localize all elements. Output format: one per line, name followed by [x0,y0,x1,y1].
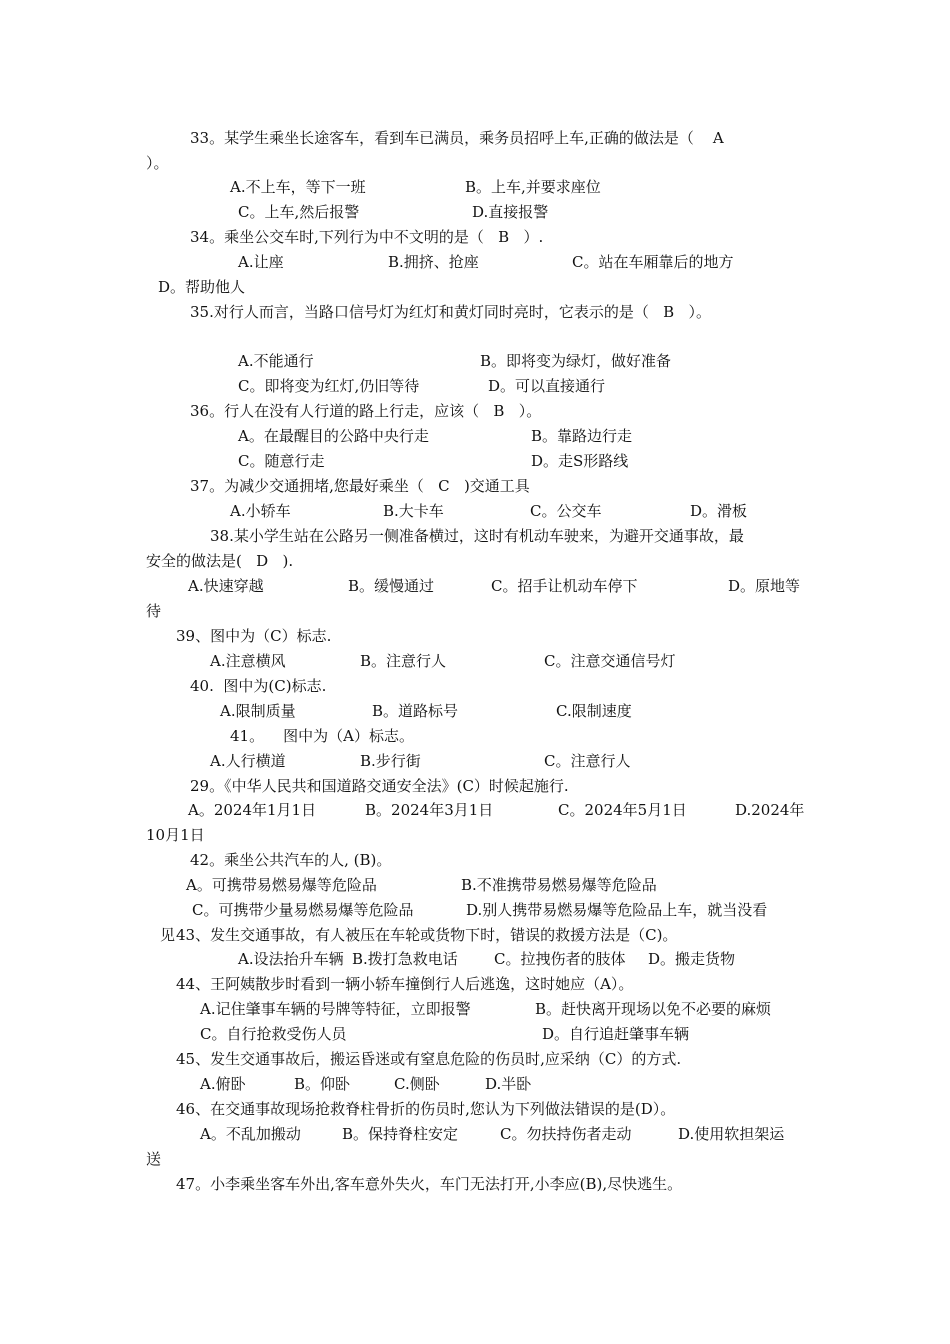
question-36-stem: 36。行人在没有人行道的路上行走，应该（ B ）。 [190,402,542,420]
question-46-option-d-continued: 送 [146,1150,162,1168]
question-34-option-c: C。站在车厢靠后的地方 [572,253,734,271]
question-45-option-b: B。仰卧 [294,1075,351,1093]
question-44-option-b: B。赶快离开现场以免不必要的麻烦 [535,1000,772,1018]
question-43-stem: 43、发生交通事故，有人被压在车轮或货物下时，错误的救援方法是（C)。 [176,926,678,944]
question-38-option-c: C。招手让机动车停下 [491,577,638,595]
question-37-option-c: C。公交车 [530,502,602,520]
question-35-option-b: B。即将变为绿灯，做好准备 [480,352,672,370]
question-42-stem: 42。乘坐公共汽车的人, (B)。 [190,851,392,869]
question-42-option-a: A。可携带易燃易爆等危险品 [186,876,377,894]
question-45-stem: 45、发生交通事故后，搬运昏迷或有窒息危险的伤员时,应采纳（C）的方式. [176,1050,682,1068]
question-35-option-d: D。可以直接通行 [488,377,606,395]
question-43-option-a: A.设法抬升车辆 [238,950,344,968]
question-38-stem: 38.某小学生站在公路另一侧准备横过，这时有机动车驶来，为避开交通事故，最 [210,527,744,545]
question-39-option-c: C。注意交通信号灯 [544,652,676,670]
question-29-stem: 29。《中华人民共和国道路交通安全法》(C）时候起施行. [190,777,569,795]
question-29-option-a: A。2024年1月1日 [188,801,317,819]
question-45-option-a: A.俯卧 [200,1075,246,1093]
question-34-stem: 34。乘坐公交车时,下列行为中不文明的是（ B ）. [190,228,544,246]
question-29-option-b: B。2024年3月1日 [365,801,494,819]
question-44-option-a: A.记住肇事车辆的号牌等特征，立即报警 [200,1000,471,1018]
question-38-option-d-continued: 待 [146,602,162,620]
question-29-option-d-continued: 10月1日 [146,826,205,844]
question-36-option-a: A。在最醒目的公路中央行走 [238,427,429,445]
question-40-stem: 40. 图中为(C)标志. [190,677,327,695]
question-42-option-b: B.不准携带易燃易爆等危险品 [461,876,657,894]
question-37-stem: 37。为减少交通拥堵,您最好乘坐（ C )交通工具 [190,477,530,495]
question-38-option-b: B。缓慢通过 [348,577,435,595]
question-36-option-c: C。随意行走 [238,452,325,470]
question-44-option-d: D。自行追赶肇事车辆 [542,1025,690,1043]
question-34-option-b: B.拥挤、抢座 [388,253,479,271]
question-29-option-d: D.2024年 [735,801,805,819]
question-37-option-d: D。滑板 [690,502,748,520]
question-45-option-c: C.侧卧 [394,1075,440,1093]
question-46-option-a: A。不乱加搬动 [200,1125,301,1143]
question-46-option-b: B。保持脊柱安定 [342,1125,459,1143]
question-37-option-b: B.大卡车 [383,502,444,520]
question-45-option-d: D.半卧 [485,1075,532,1093]
question-38-option-a: A.快速穿越 [188,577,264,595]
question-33-option-b: B。上车,并要求座位 [465,178,601,196]
question-42-option-d-continued: 见 [160,926,176,944]
question-46-stem: 46、在交通事故现场抢救脊柱骨折的伤员时,您认为下列做法错误的是(D）。 [176,1100,676,1118]
question-47-stem: 47。小李乘坐客车外出,客车意外失火，车门无法打开,小李应(B),尽快逃生。 [176,1175,683,1193]
question-38-stem-continued: 安全的做法是( D ). [146,552,294,570]
question-39-option-b: B。注意行人 [360,652,447,670]
question-41-option-a: A.人行横道 [210,752,286,770]
question-33-option-a: A.不上车，等下一班 [230,178,366,196]
question-33-option-c: C。上车,然后报警 [238,203,360,221]
question-42-option-d: D.别人携带易燃易爆等危险品上车，就当没看 [466,901,768,919]
question-41-stem: 41。 图中为（A）标志。 [230,727,414,745]
question-43-option-b: B.拨打急救电话 [352,950,458,968]
question-44-option-c: C。自行抢救受伤人员 [200,1025,347,1043]
question-39-option-a: A.注意横风 [210,652,286,670]
question-37-option-a: A.小轿车 [230,502,291,520]
question-46-option-d: D.使用软担架运 [678,1125,785,1143]
question-38-option-d: D。原地等 [728,577,801,595]
question-39-stem: 39、图中为（C）标志. [176,627,332,645]
question-34-option-a: A.让座 [238,253,284,271]
question-36-option-d: D。走S形路线 [531,452,629,470]
question-40-option-a: A.限制质量 [220,702,296,720]
question-43-option-d: D。搬走货物 [648,950,736,968]
question-33-option-d: D.直接报警 [472,203,549,221]
question-33-stem: 33。某学生乘坐长途客车，看到车已满员，乘务员招呼上车,正确的做法是（ A [190,129,724,147]
question-41-option-c: C。注意行人 [544,752,631,770]
question-46-option-c: C。勿扶持伤者走动 [500,1125,632,1143]
question-42-option-c: C。可携带少量易燃易爆等危险品 [192,901,414,919]
question-40-option-c: C.限制速度 [556,702,632,720]
question-35-option-c: C。即将变为红灯,仍旧等待 [238,377,420,395]
question-40-option-b: B。道路标号 [372,702,459,720]
question-44-stem: 44、王阿姨散步时看到一辆小轿车撞倒行人后逃逸，这时她应（A）。 [176,975,634,993]
question-33-stem-continued: ）。 [146,154,169,172]
question-35-option-a: A.不能通行 [238,352,314,370]
question-43-option-c: C。拉拽伤者的肢体 [494,950,626,968]
question-34-option-d: D。帮助他人 [158,278,246,296]
question-35-stem: 35.对行人而言，当路口信号灯为红灯和黄灯同时亮时，它表示的是（ B ）。 [190,303,711,321]
question-41-option-b: B.步行街 [360,752,421,770]
question-29-option-c: C。2024年5月1日 [558,801,687,819]
question-36-option-b: B。靠路边行走 [531,427,633,445]
